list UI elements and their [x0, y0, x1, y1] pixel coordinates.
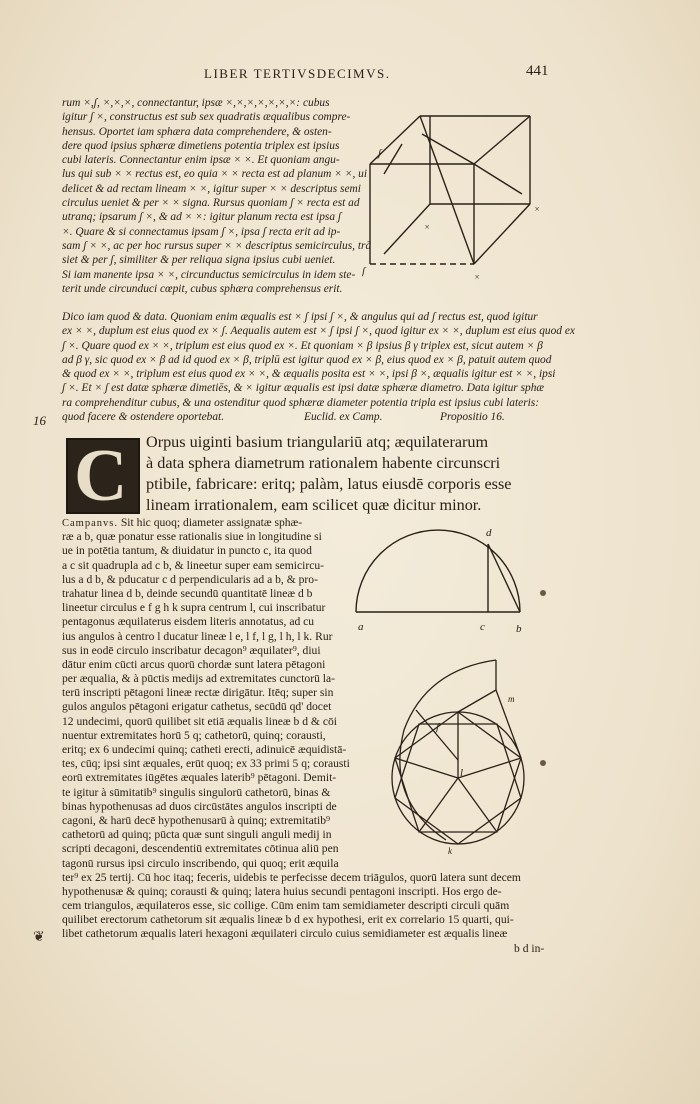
text-line: Campanvs. Sit hic quoq; diameter assignatæ sphæ- [62, 516, 303, 529]
text-line: delicet & ad rectam lineam × ×, igitur super × × descriptus semi [62, 182, 361, 195]
text-line: ex × ×, duplum est eius quod ex × ʃ. Aequalis autem est × ʃ ipsi ʃ ×, quod igitur ex × ×, duplum est eius quod ex [62, 325, 575, 338]
text-line: cem triangulos, æquilateros esse, sic collige. Cūm enim tam semidiameter descripti circuli quām [62, 899, 510, 913]
semicircle-figure [346, 522, 536, 636]
text-line: quilibet erectorum cathetorum sit æqualis lineæ b d ex hypothesi, erit ex correlario 15 quarti, qui- [62, 913, 514, 927]
cube-figure [362, 104, 552, 284]
text-line: ʃ ×. Quare quod ex × ×, triplum est eius quod ex ×. Et quoniam × β ipsius β γ triplex est, sicut autem × β [62, 339, 543, 352]
semicircle-label: c [480, 621, 485, 633]
text-line: lus a d b, & pducatur c d perpendicularis ad a b, & pro- [62, 572, 318, 586]
initial-letter: C [74, 435, 128, 517]
running-head: LIBER TERTIVSDECIMVS. [204, 66, 391, 81]
text-line: nuentur extremitates horū 5 q; cathetorū, quinq; corausti, [62, 728, 326, 742]
text-block-top [62, 96, 371, 296]
text-line: tes, cūq; ipsi sint æquales, erūt quoq; ex 33 primi 5 q; corausti [62, 757, 350, 771]
cube-label: × [474, 272, 481, 282]
icosa-label: k [448, 846, 452, 856]
text-line: ʃ ×. Et × ʃ est datæ sphæræ dimetiēs, & × igitur æqualis est ipsi datæ sphæræ diametro. Data igitur sphæ [62, 382, 544, 395]
text-line: ræ a b, quæ ponatur esse rationalis siue in longitudine si [62, 530, 322, 544]
text-line: lineetur circulus e f g h k supra centrum l, cui inscribatur [62, 601, 326, 615]
text-line: siet & per ʃ, similiter & per reliqua signa ipsius cubi ueniet. [62, 254, 336, 267]
text-line: ue in potētia tantum, & diuidatur in puncto c, ita quod [62, 544, 312, 558]
text-line: utranq; ipsarum ʃ ×, & ad × ×: igitur planum recta est ipsa ʃ [62, 211, 342, 224]
text-line: eorū extremitates iūgētes æquales laterib⁹ pētagoni. Demit- [62, 771, 337, 785]
text-line: Orpus uiginti basium triangulariū atq; æquilaterarum [146, 433, 489, 451]
page-mark [540, 760, 546, 766]
page-mark [540, 590, 546, 596]
text-line: Dico iam quod & data. Quoniam enim æqualis est × ʃ ipsi ʃ ×, & angulus qui ad ʃ rectus est, quod igitur [62, 311, 538, 323]
text-line: dere quod ipsius sphæræ dimetiens potentia triplex est ipsius [62, 139, 340, 152]
text-line: Si iam manente ipsa × ×, circunductus semicirculus in idem ste- [62, 268, 356, 281]
icosa-label: ʃ [436, 721, 440, 733]
text-line: ptibile, fabricare: eritq; palàm, latus eiusdē corporis esse [146, 475, 512, 493]
semicircle-label: b [516, 623, 522, 635]
text-line: per æqualia, & à pūctis medijs ad extremitates cunctorū la- [62, 672, 336, 686]
text-line: ad β γ, sic quod ex × β ad id quod ex × β, triplū est igitur quod ex × β, eius quod ex × β, patuit autem quod [62, 353, 552, 366]
text-line: terū inscripti pētagoni lineæ rectæ dirigātur. Itēq; super sin [62, 686, 334, 700]
folio-number: 441 [526, 63, 549, 79]
text-line: ter⁹ ex 25 tertij. Cū hoc itaq; feceris, uidebis te perfecisse decem triāgulos, quorū latera sunt decem [62, 870, 521, 884]
margin-number: 16 [33, 413, 46, 428]
text-line: libet cathetorum æqualis lateri hexagoni æquilateri circulo cuius semidiameter est æqualis lineæ [62, 927, 508, 941]
decorated-initial [66, 435, 140, 517]
cube-label: × [534, 204, 541, 214]
cube-label: ʃ [362, 265, 366, 277]
text-line: scripti decagoni, descendentiū extremitates cōtinua aliū pen [62, 842, 339, 856]
text-line: lus qui sub × × rectus est, eo quia × × recta est ad planum × ×, ui [62, 168, 368, 181]
text-line: cubi lateris. Connectantur enim ipsæ × ×. Et quoniam angu- [62, 154, 340, 167]
text-line: dātur enim cūcti arcus quorū chordæ sunt latera pētagoni [62, 657, 326, 671]
text-line: hypothenusæ & quinq; corausti & quinq; latera huius secundi pentagoni inscripti. Hos ergo de- [62, 884, 502, 898]
text-line: ius angulos à centro l ducatur lineæ l e, l f, l g, l h, l k. Rur [62, 629, 333, 643]
semicircle-label: d [486, 527, 492, 539]
text-line: cathetorū ad quinq; pūcta quæ sunt singuli anguli medij in [62, 828, 332, 842]
campanus-label: Campanvs. [62, 518, 118, 529]
text-line: te igitur à sūmitatib⁹ singulis singulorū cathetorū, binas & [62, 785, 331, 799]
text-line: rum ×,ʃ, ×,×,×, connectantur, ipsæ ×,×,×,×,×,×,×: cubus [62, 97, 330, 109]
text-line: sus in eodē circulo inscribatur decagon⁹ æquilater⁹, diui [62, 643, 321, 657]
text-line: tagonū rursus ipsi circulo inscribendo, qui quoq; erit æquila [62, 856, 339, 870]
proposition-number: Propositio 16. [440, 411, 505, 423]
text-line: & quod ex × ×, triplum est eius quod ex × ×, & æqualis posita est × ×, ipsi β ×, æqualis igitur est × ×, ipsi [62, 368, 556, 381]
cube-label: ʃ [378, 147, 382, 159]
semicircle-label: a [358, 621, 364, 633]
text-line: igitur ʃ ×, constructus est sub sex quadratis æqualibus compre- [62, 111, 351, 124]
text-line: sam ʃ × ×, ac per hoc rursus super × × descriptus semicirculus, trā [62, 239, 372, 252]
icosa-label: l [460, 767, 464, 779]
citation: Euclid. ex Camp. [304, 411, 383, 423]
icosahedron-figure [376, 650, 546, 860]
text-line: eritq; ex 6 undecimi quinq; catheti erecti, adinuicē æquidistā- [62, 743, 347, 756]
text-line: quod facere & ostendere oportebat. [62, 411, 225, 424]
text-line: à data sphera diametrum rationalem habente circunscri [146, 454, 501, 472]
text-line: hensus. Oportet iam sphæra data comprehendere, & osten- [62, 125, 332, 138]
proposition-statement [146, 432, 511, 516]
text-line: 12 undecimi, quorū quilibet sit etiā æqualis lineæ b d & cōi [62, 714, 337, 728]
fleuron-ornament: ❦ [33, 930, 45, 945]
text-line: lineam irrationalem, eam scilicet quæ dicitur minor. [146, 496, 482, 514]
text-line: b d in- [514, 941, 545, 955]
text-line: trahatur linea d b, deinde secundū quantitatē lineæ d b [62, 586, 313, 600]
text-line: binas hypothenusas ad duos circūstātes angulos inscripti de [62, 799, 337, 813]
text-line: circulus ueniet & per × × signa. Rursus quoniam ʃ × recta est ad [62, 197, 360, 210]
icosa-label: m [508, 694, 515, 704]
text-line: terit unde circunduci cœpit, cubus sphæra comprehensus erit. [62, 282, 343, 295]
text-line: a c sit quadrupla ad c b, & lineetur super eam semicircu- [62, 558, 325, 572]
text-line: cagoni, & harū decē hypothenusarū à quinq; extremitatib⁹ [62, 813, 331, 827]
text-line: pentagonus æquilaterus eisdem literis annotatus, ad cu [62, 615, 315, 629]
cube-label: × [424, 222, 431, 232]
text-line: ra comprehenditur cubus, & una ostenditur quod sphæræ diameter potentia tripla est ipsius cubi lateris: [62, 396, 540, 409]
text-block-proof [62, 310, 575, 424]
text-line: ×. Quare & si connectamus ipsam ʃ ×, ipsa ʃ recta erit ad ip- [62, 225, 341, 238]
text-line: gulos angulos pētagoni erigatur cathetus, secūdū qd' docet [62, 700, 332, 714]
